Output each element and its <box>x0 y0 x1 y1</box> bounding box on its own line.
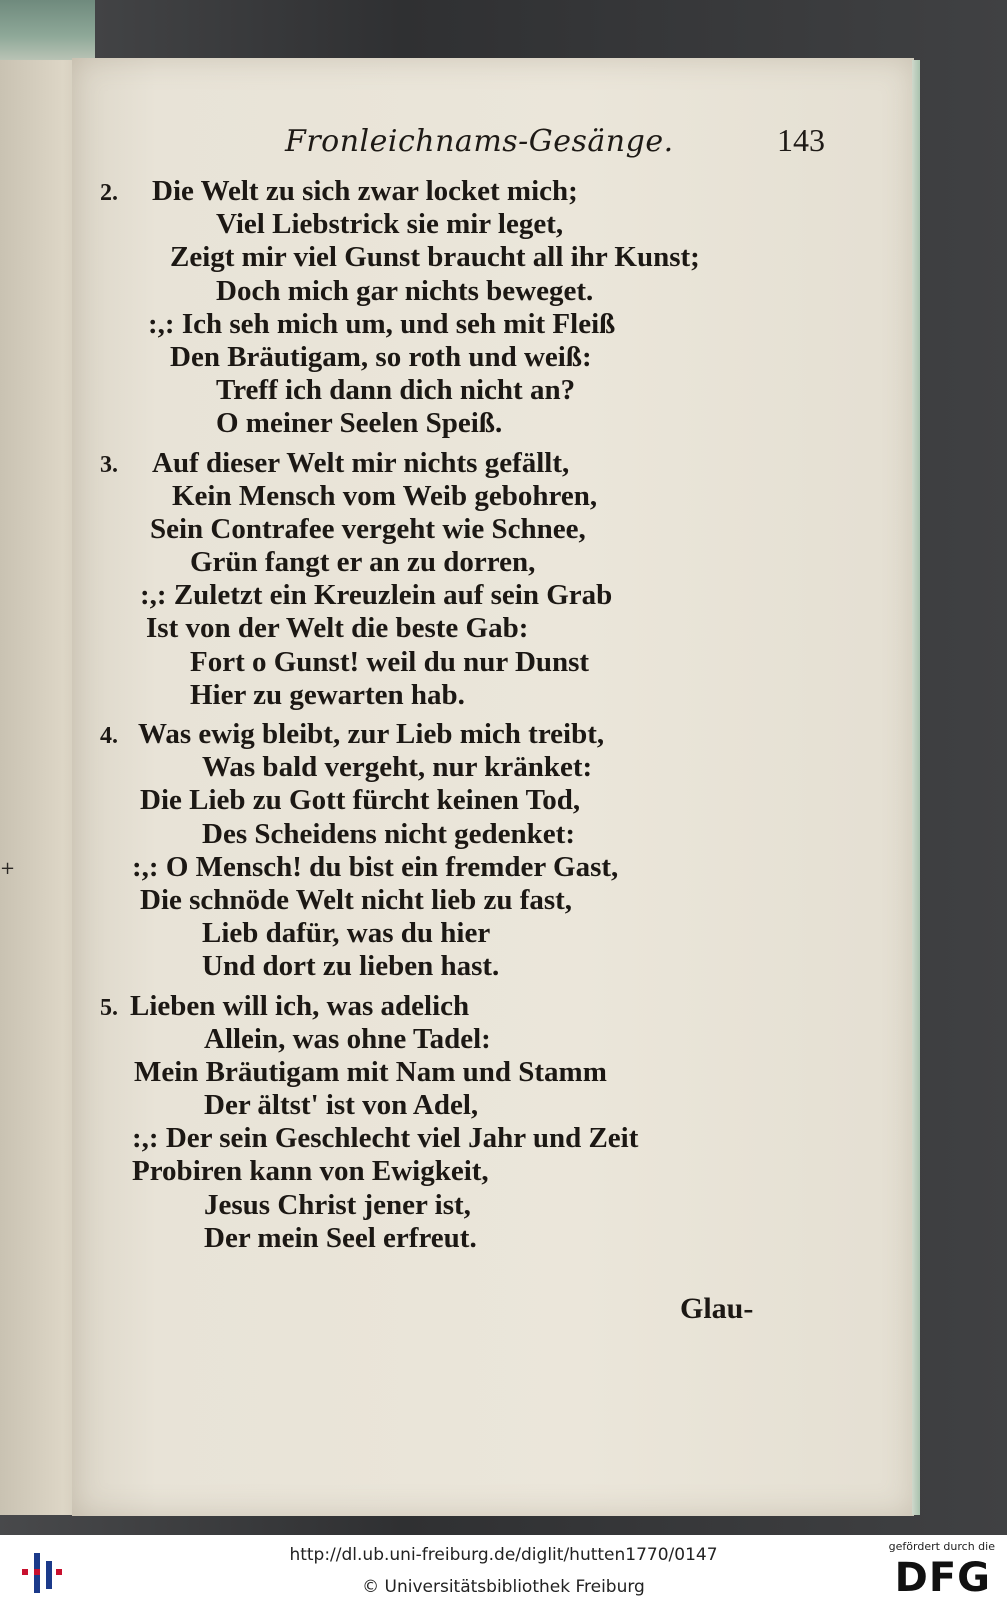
verse-line: Der ältst' ist von Adel, <box>204 1089 479 1122</box>
verse-line: Viel Liebstrick sie mir leget, <box>216 208 564 241</box>
verse-line: Die schnöde Welt nicht lieb zu fast, <box>140 883 573 916</box>
verse-line: Ist von der Welt die beste Gab: <box>146 612 529 645</box>
verse-line: Doch mich gar nichts beweget. <box>216 274 594 307</box>
book-cover-edge <box>0 0 95 60</box>
verse-line: Kein Mensch vom Weib gebohren, <box>172 479 598 512</box>
verse-line: Sein Contrafee vergeht wie Schnee, <box>150 512 586 545</box>
verse-line: Mein Bräutigam mit Nam und Stamm <box>134 1055 607 1088</box>
verse-line: Jesus Christ jener ist, <box>204 1188 471 1221</box>
verse-text: Auf dieser Welt mir nichts gefällt, <box>152 446 570 479</box>
verse-line: Zeigt mir viel Gunst braucht all ihr Kunst; <box>170 241 700 274</box>
hymn-text <box>100 175 840 1255</box>
page-fore-edge <box>912 60 920 1515</box>
verse-text: Die Welt zu sich zwar locket mich; <box>152 175 578 207</box>
stanza-4 <box>100 718 840 984</box>
verse-line: Und dort zu lieben hast. <box>202 950 500 983</box>
verse-line: :,: O Mensch! du bist ein fremder Gast, <box>132 850 619 883</box>
running-head: Fronleichnams-Gesänge. <box>285 124 674 159</box>
verse-line: Der mein Seel erfreut. <box>204 1221 477 1254</box>
verse-line <box>100 175 840 208</box>
copyright-notice: © Universitätsbibliothek Freiburg <box>362 1577 645 1597</box>
stanza-number: 5. <box>100 994 118 1021</box>
margin-mark: + <box>0 858 16 879</box>
verse-line: Den Bräutigam, so roth und weiß: <box>170 340 592 373</box>
stanza-5 <box>100 990 840 1256</box>
verse-line: Hier zu gewarten hab. <box>190 678 465 711</box>
verse-line: Probiren kann von Ewigkeit, <box>132 1155 489 1188</box>
verse-line: Fort o Gunst! weil du nur Dunst <box>190 645 590 678</box>
verse-line <box>100 447 840 480</box>
stanza-number: 4. <box>100 723 118 749</box>
stanza-2 <box>100 175 840 441</box>
verse-line: O meiner Seelen Speiß. <box>216 407 503 440</box>
verse-text: Lieben will ich, was adelich <box>130 989 470 1022</box>
catchword: Glau- <box>680 1292 754 1325</box>
verse-line: Was bald vergeht, nur kränket: <box>202 751 593 784</box>
verse-line <box>100 718 840 751</box>
page-number: 143 <box>777 122 825 158</box>
stanza-3 <box>100 447 840 713</box>
verse-line: Grün fangt er an zu dorren, <box>190 546 536 579</box>
permalink-url[interactable]: http://dl.ub.uni-freiburg.de/diglit/hutten1770/0147 <box>289 1545 718 1565</box>
verse-line: :,: Zuletzt ein Kreuzlein auf sein Grab <box>140 579 613 612</box>
verse-line: Des Scheidens nicht gedenket: <box>202 817 575 850</box>
page-header <box>285 120 825 170</box>
verse-line: Treff ich dann dich nicht an? <box>216 374 576 407</box>
verse-line <box>100 990 840 1023</box>
funding-note: gefördert durch die <box>888 1540 995 1553</box>
viewer-footer <box>0 1535 1007 1609</box>
verse-line: Lieb dafür, was du hier <box>202 917 491 950</box>
verse-text: Was ewig bleibt, zur Lieb mich treibt, <box>138 718 605 750</box>
dfg-logo: DFG <box>894 1555 991 1601</box>
verse-line: :,: Ich seh mich um, und seh mit Fleiß <box>148 307 616 340</box>
verse-line: Allein, was ohne Tadel: <box>204 1022 491 1055</box>
verse-line: Die Lieb zu Gott fürcht keinen Tod, <box>140 784 581 817</box>
stanza-number: 2. <box>100 180 118 206</box>
stanza-number: 3. <box>100 451 118 478</box>
verse-line: :,: Der sein Geschlecht viel Jahr und Zeit <box>132 1122 639 1155</box>
